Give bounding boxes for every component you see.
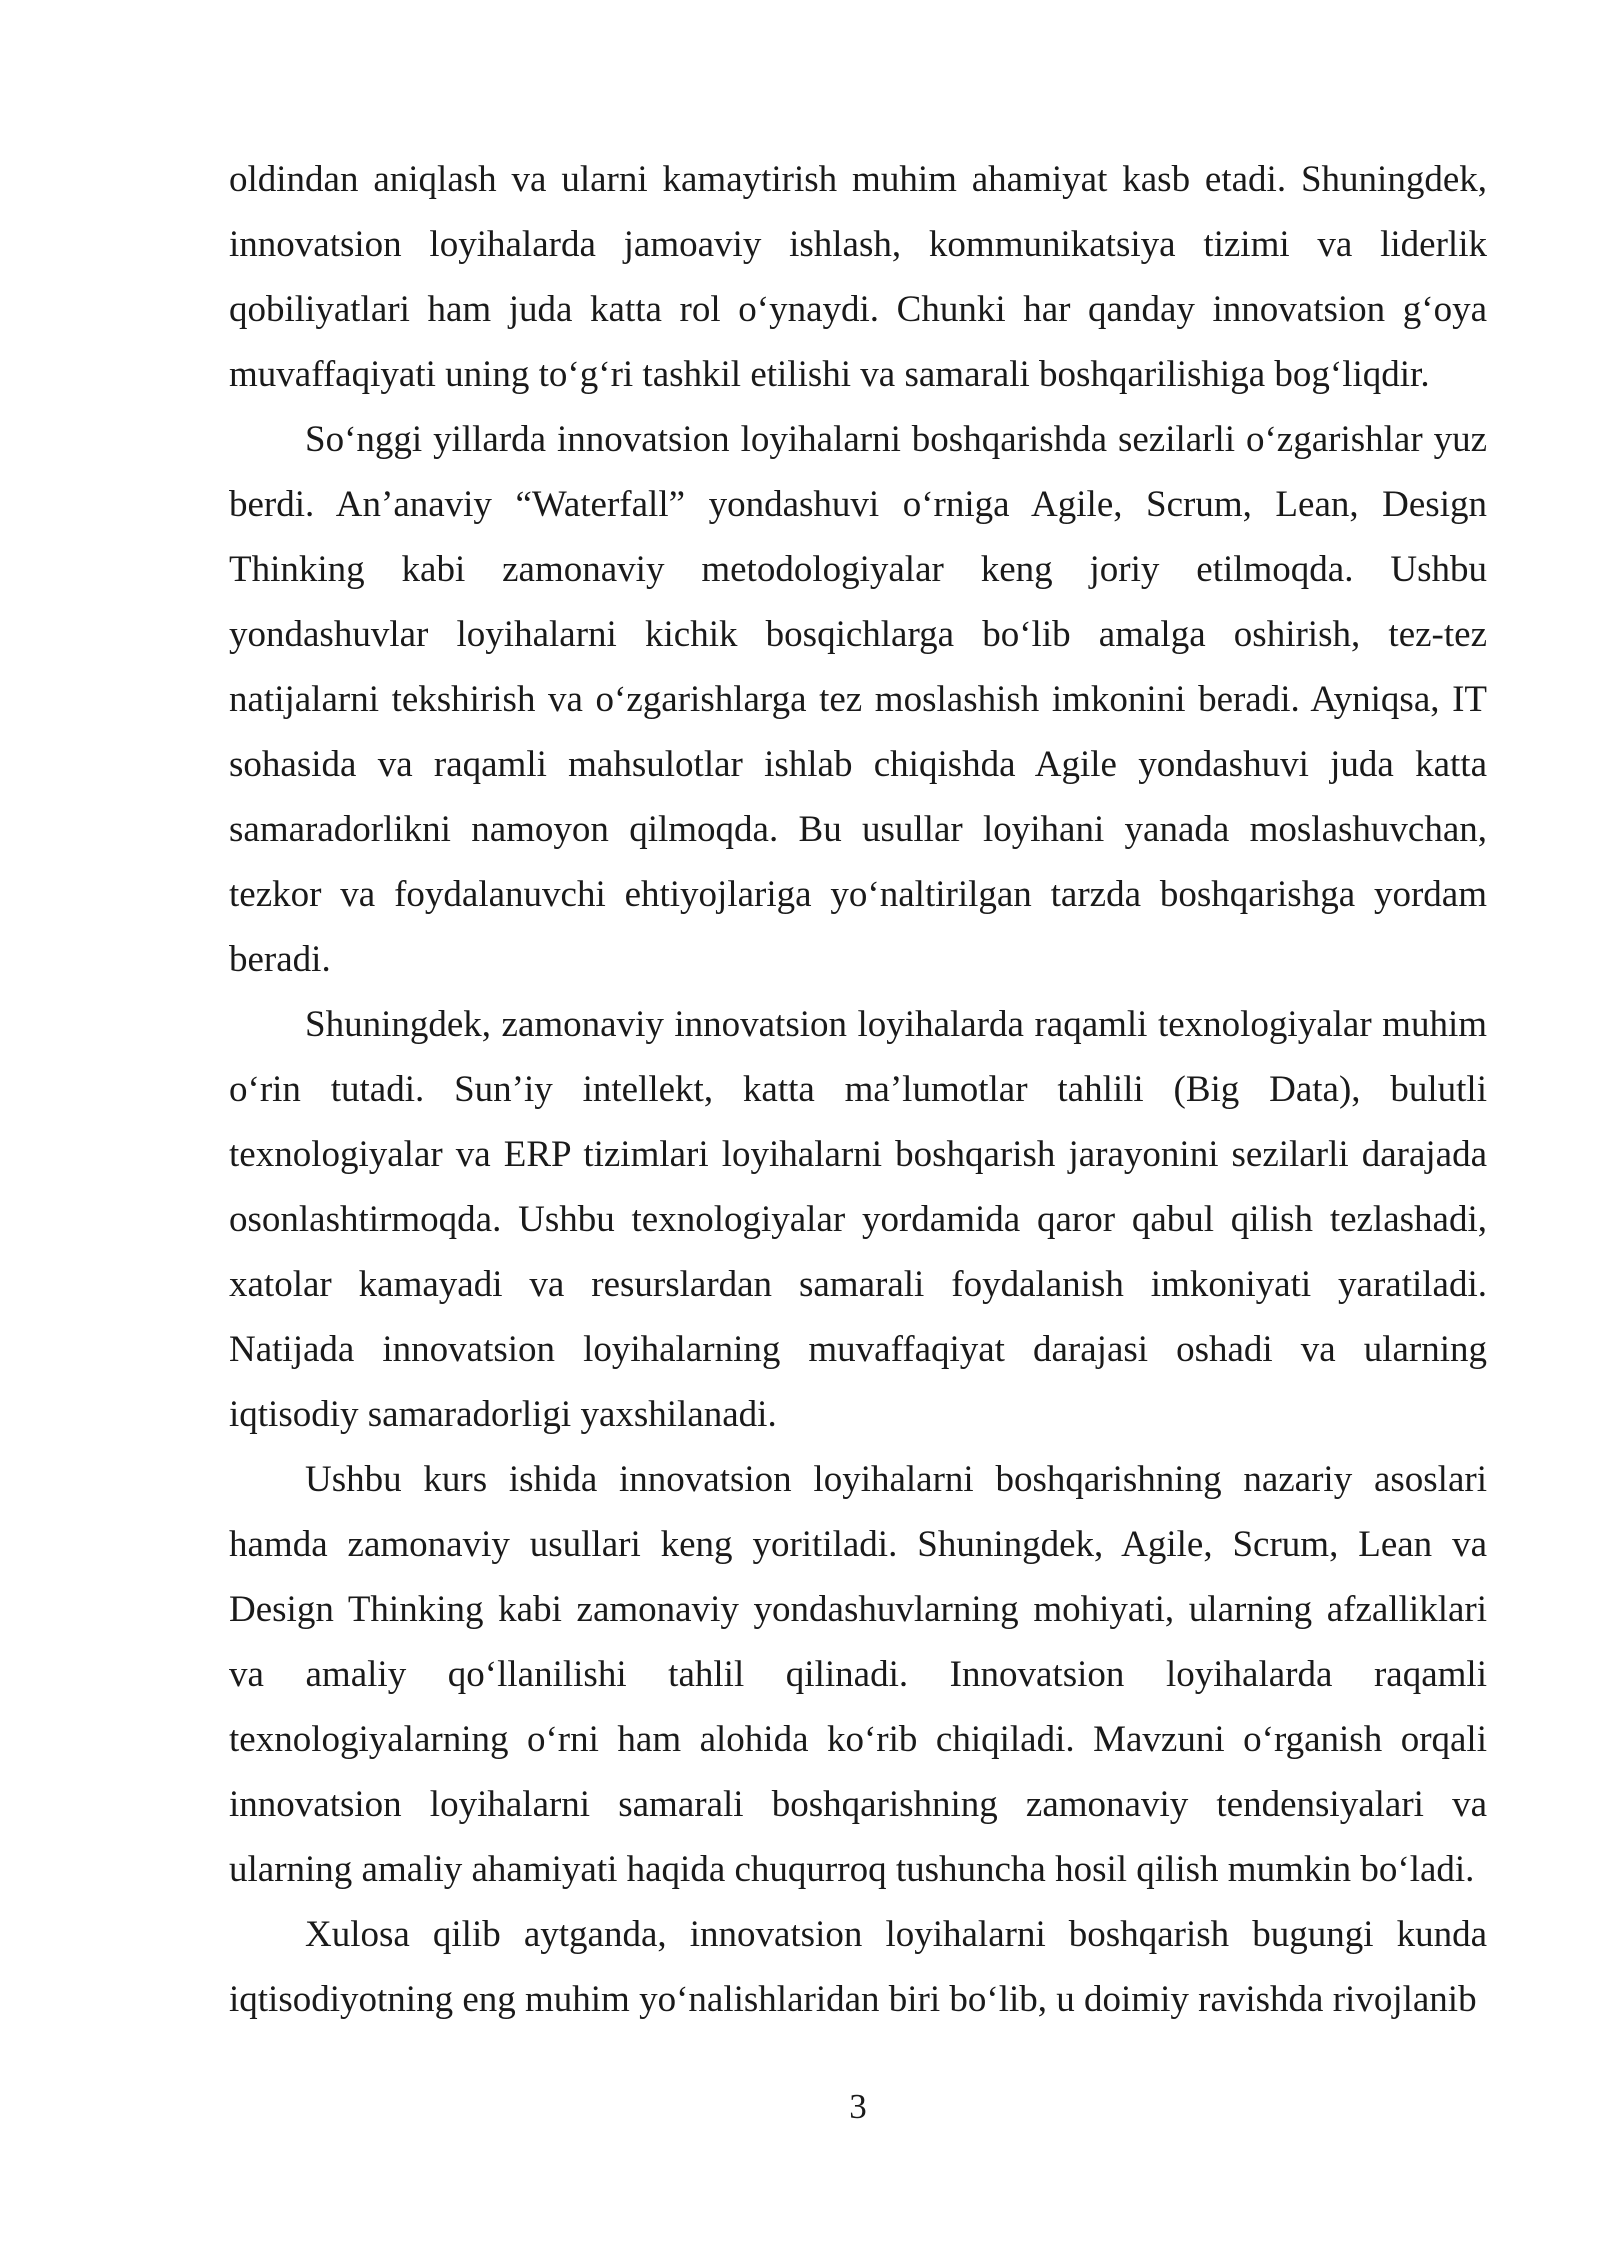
body-text	[229, 147, 1487, 2032]
page-number: 3	[849, 2087, 867, 2126]
paragraph-4: Ushbu kurs ishida innovatsion loyihalarni boshqarishning nazariy asoslari hamda zamonaviy usullari keng yoritiladi. Shuningdek, Agile, Scrum, Lean va Design Thinking kabi zamonaviy yondashuvlarning mohiyati, ularning afzalliklari va amaliy qo‘llanilishi tahlil qilinadi. Innovatsion loyihalarda raqamli texnologiyalarning o‘rni ham alohida ko‘rib chiqiladi. Mavzuni o‘rganish orqali innovatsion loyihalarni samarali boshqarishning zamonaviy tendensiyalari va ularning amaliy ahamiyati haqida chuqurroq tushuncha hosil qilish mumkin bo‘ladi.	[229, 1459, 1487, 1890]
paragraph-3: Shuningdek, zamonaviy innovatsion loyihalarda raqamli texnologiyalar muhim o‘rin tutadi. Sun’iy intellekt, katta ma’lumotlar tahlili (Big Data), bulutli texnologiyalar va ERP tizimlari loyihalarni boshqarish jarayonini sezilarli darajada osonlashtirmoqda. Ushbu texnologiyalar yordamida qaror qabul qilish tezlashadi, xatolar kamayadi va resurslardan samarali foydalanish imkoniyati yaratiladi. Natijada innovatsion loyihalarning muvaffaqiyat darajasi oshadi va ularning iqtisodiy samaradorligi yaxshilanadi.	[229, 1004, 1487, 1435]
paragraph-2: So‘nggi yillarda innovatsion loyihalarni boshqarishda sezilarli o‘zgarishlar yuz berdi. An’anaviy “Waterfall” yondashuvi o‘rniga Agile, Scrum, Lean, Design Thinking kabi zamonaviy metodologiyalar keng joriy etilmoqda. Ushbu yondashuvlar loyihalarni kichik bosqichlarga bo‘lib amalga oshirish, tez-tez natijalarni tekshirish va o‘zgarishlarga tez moslashish imkonini beradi. Ayniqsa, IT sohasida va raqamli mahsulotlar ishlab chiqishda Agile yondashuvi juda katta samaradorlikni namoyon qilmoqda. Bu usullar loyihani yanada moslashuvchan, tezkor va foydalanuvchi ehtiyojlariga yo‘naltirilgan tarzda boshqarishga yordam beradi.	[229, 419, 1487, 980]
paragraph-5: Xulosa qilib aytganda, innovatsion loyihalarni boshqarish bugungi kunda iqtisodiyotning eng muhim yo‘nalishlaridan biri bo‘lib, u doimiy ravishda rivojlanib	[229, 1914, 1487, 2020]
paragraph-1: oldindan aniqlash va ularni kamaytirish muhim ahamiyat kasb etadi. Shuningdek, innovatsion loyihalarda jamoaviy ishlash, kommunikatsiya tizimi va liderlik qobiliyatlari ham juda katta rol o‘ynaydi. Chunki har qanday innovatsion g‘oya muvaffaqiyati uning to‘g‘ri tashkil etilishi va samarali boshqarilishiga bog‘liqdir.	[229, 159, 1487, 395]
